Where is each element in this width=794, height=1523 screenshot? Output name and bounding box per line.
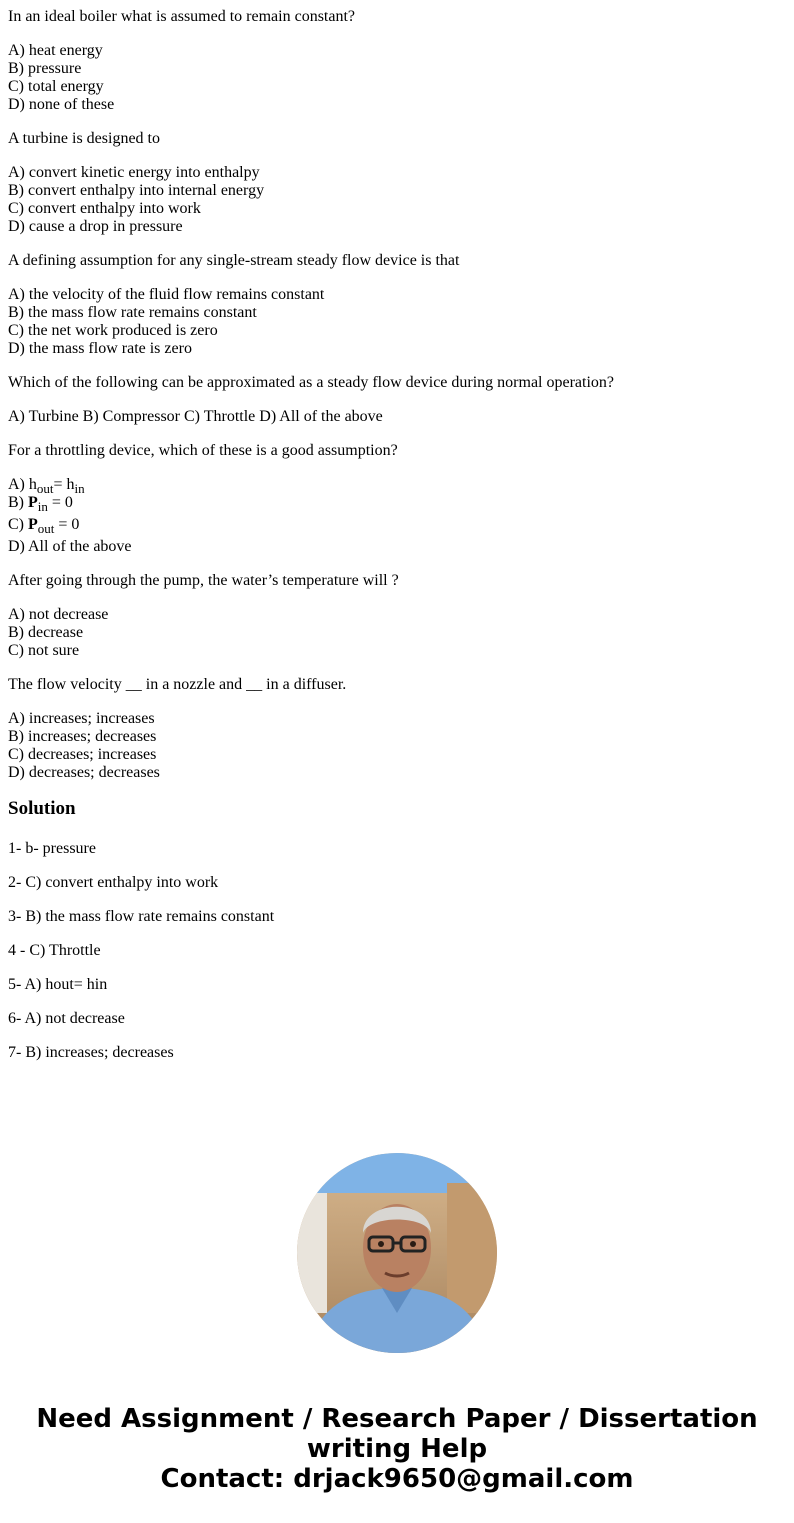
- question-2-options: [8, 164, 786, 236]
- question-3-option-c: C) the net work produced is zero: [8, 322, 218, 339]
- solution-answer-2: 2- C) convert enthalpy into work: [8, 874, 219, 891]
- question-1-text: In an ideal boiler what is assumed to remain constant?: [8, 8, 356, 25]
- footer-line-1: Need Assignment / Research Paper / Dissertation: [36, 1404, 758, 1434]
- solution-answer-7: 7- B) increases; decreases: [8, 1044, 174, 1061]
- document-content: [8, 8, 786, 1078]
- question-7-option-b: B) increases; decreases: [8, 728, 157, 745]
- question-3-options: [8, 286, 786, 358]
- solution-answer-1: 1- b- pressure: [8, 840, 96, 857]
- author-avatar: [297, 1153, 497, 1353]
- question-6-option-b: B) decrease: [8, 624, 84, 641]
- question-5-option-a: A) $h_{out}= h_{in}$: [8, 476, 85, 496]
- author-portrait-image: [297, 1153, 497, 1353]
- question-3-option-d: D) the mass flow rate is zero: [8, 340, 192, 357]
- question-1-option-b: B) pressure: [8, 60, 82, 77]
- question-3-option-b: B) the mass flow rate remains constant: [8, 304, 257, 321]
- question-5-text: For a throttling device, which of these is a good assumption?: [8, 442, 398, 459]
- question-7-text: The flow velocity __ in a nozzle and __ in a diffuser.: [8, 676, 347, 693]
- question-5-option-c: C) $P_{out} = 0$: [8, 516, 80, 536]
- question-4-text: Which of the following can be approximated as a steady flow device during normal operation?: [8, 374, 615, 391]
- question-7-option-a: A) increases; increases: [8, 710, 155, 727]
- question-5-option-b: B) $P_{in} = 0$: [8, 494, 73, 514]
- question-5-options: [8, 476, 786, 556]
- solution-answer-3: 3- B) the mass flow rate remains constant: [8, 908, 275, 925]
- solution-answer-4: 4 - C) Throttle: [8, 942, 101, 959]
- question-6-options: [8, 606, 786, 660]
- question-2-option-d: D) cause a drop in pressure: [8, 218, 183, 235]
- question-7-option-d: D) decreases; decreases: [8, 764, 160, 781]
- question-7-option-c: C) decreases; increases: [8, 746, 157, 763]
- footer-contact: Contact: drjack9650@gmail.com: [160, 1464, 634, 1494]
- question-6-text: After going through the pump, the water’s temperature will ?: [8, 572, 399, 589]
- solution-answer-6: 6- A) not decrease: [8, 1010, 125, 1027]
- solution-answer-5: 5- A) hout= hin: [8, 976, 108, 993]
- footer-line-2: writing Help: [306, 1434, 488, 1464]
- question-2-text: A turbine is designed to: [8, 130, 160, 147]
- question-4-options: A) Turbine B) Compressor C) Throttle D) All of the above: [8, 408, 383, 425]
- question-2-option-a: A) convert kinetic energy into enthalpy: [8, 164, 260, 181]
- question-3-text: A defining assumption for any single-stream steady flow device is that: [8, 252, 460, 269]
- question-1-option-a: A) heat energy: [8, 42, 103, 59]
- question-7-options: [8, 710, 786, 782]
- question-1-option-d: D) none of these: [8, 96, 115, 113]
- question-2-option-c: C) convert enthalpy into work: [8, 200, 201, 217]
- question-2-option-b: B) convert enthalpy into internal energy: [8, 182, 265, 199]
- question-3-option-a: A) the velocity of the fluid flow remains constant: [8, 286, 325, 303]
- solution-heading: Solution: [8, 798, 76, 819]
- question-5-option-d: D) All of the above: [8, 538, 132, 555]
- question-1-options: [8, 42, 786, 114]
- question-6-option-c: C) not sure: [8, 642, 80, 659]
- footer-banner: [0, 1404, 794, 1494]
- question-6-option-a: A) not decrease: [8, 606, 109, 623]
- question-1-option-c: C) total energy: [8, 78, 104, 95]
